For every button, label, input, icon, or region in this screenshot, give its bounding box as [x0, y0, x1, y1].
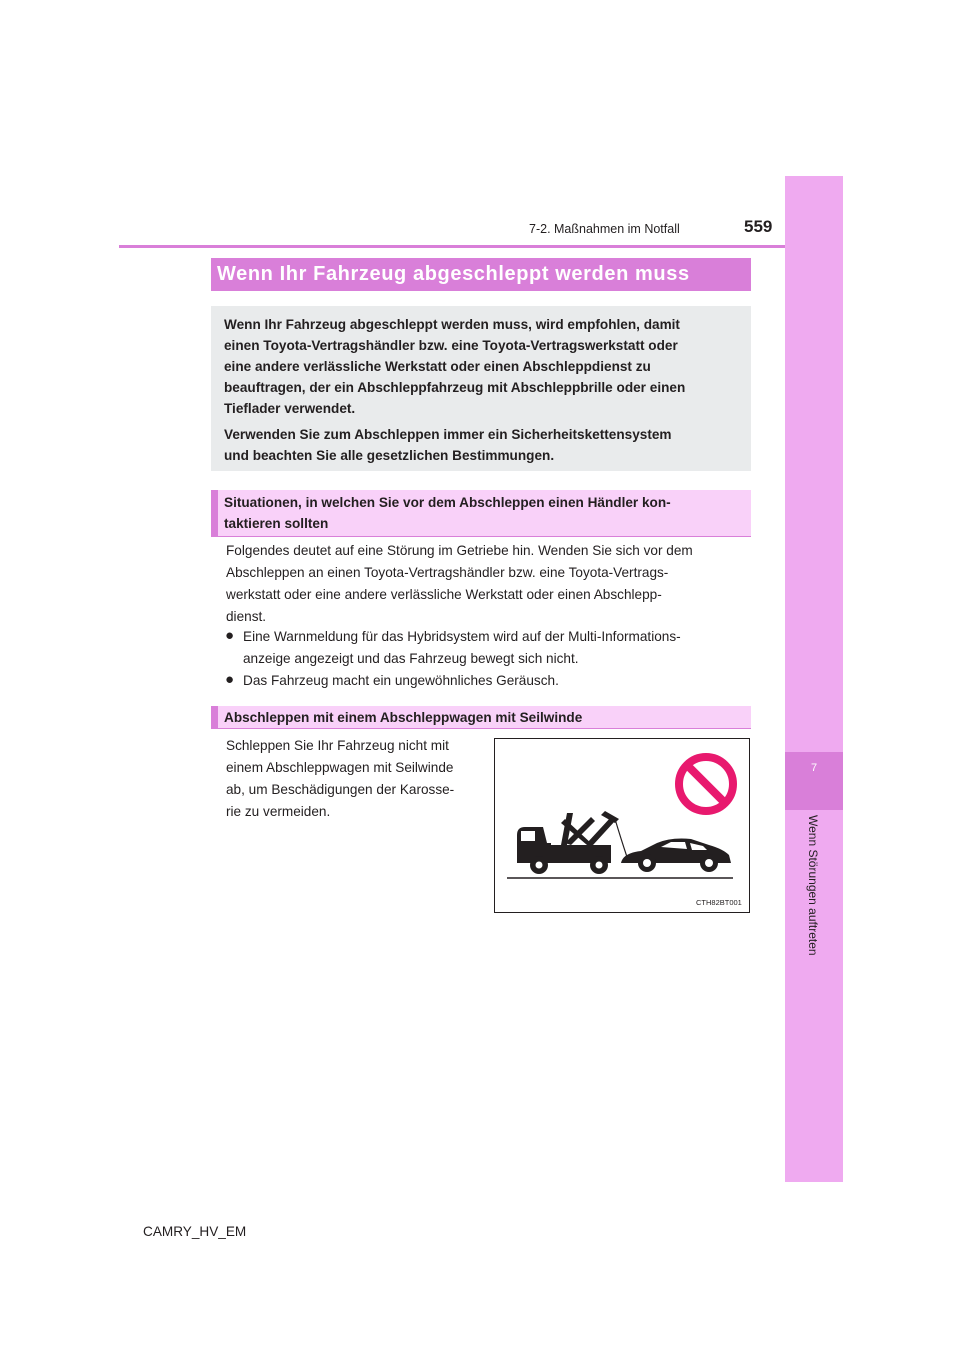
body-line: einem Abschleppwagen mit Seilwinde: [226, 760, 454, 775]
body-line: ab, um Beschädigungen der Karosse-: [226, 782, 455, 797]
page-title: Wenn Ihr Fahrzeug abgeschleppt werden muss: [217, 263, 690, 285]
intro-line: eine andere verlässliche Werkstatt oder einen Abschleppdienst zu: [224, 359, 651, 374]
intro-line: Tieflader verwendet.: [224, 401, 356, 416]
chapter-number: 7: [810, 762, 818, 774]
tow-truck-figure: [494, 738, 750, 913]
bullet-line: anzeige angezeigt und das Fahrzeug bewegt sich nicht.: [243, 651, 579, 666]
intro-line: beauftragen, der ein Abschleppfahrzeug mit Abschleppbrille oder einen: [224, 380, 686, 395]
heading-line: taktieren sollten: [224, 516, 329, 531]
bullet-2-dot: ●: [225, 671, 235, 688]
section-2-heading-rule: [211, 728, 751, 729]
body-line: Abschleppen an einen Toyota-Vertragshändler bzw. eine Toyota-Vertrags-: [226, 565, 669, 580]
intro-line: und beachten Sie alle gesetzlichen Bestimmungen.: [224, 448, 555, 463]
section-1-body: [226, 540, 742, 628]
prohibition-sign-icon: [679, 757, 733, 811]
section-2-body: [226, 735, 479, 823]
header-rule: [119, 245, 785, 248]
section-1-heading-rule: [211, 536, 751, 537]
intro-paragraph-1: [224, 314, 741, 419]
intro-line: einen Toyota-Vertragshändler bzw. eine Toyota-Vertragswerkstatt oder: [224, 338, 678, 353]
tow-truck-illustration: [495, 739, 749, 912]
body-line: werkstatt oder eine andere verlässliche Werkstatt oder einen Abschlepp-: [226, 587, 662, 602]
bullet-1-text: [243, 626, 742, 670]
winch-cable: [615, 819, 627, 857]
section-reference: 7-2. Maßnahmen im Notfall: [529, 222, 680, 236]
chapter-number-tab: [785, 752, 843, 810]
tow-truck-icon: [517, 811, 619, 874]
bullet-2-text: [243, 670, 742, 692]
chapter-title-wrap: [806, 815, 960, 956]
page-number: 559: [744, 217, 773, 236]
body-line: dienst.: [226, 609, 267, 624]
section-2-heading: Abschleppen mit einem Abschleppwagen mit Seilwinde: [224, 710, 583, 725]
intro-paragraph-2: [224, 424, 741, 466]
footer-model-code: CAMRY_HV_EM: [143, 1224, 247, 1239]
body-line: rie zu vermeiden.: [226, 804, 331, 819]
bullet-line: Eine Warnmeldung für das Hybridsystem wird auf der Multi-Informations-: [243, 629, 681, 644]
chapter-side-tab: [785, 176, 843, 1182]
chapter-title: Wenn Störungen auftreten: [806, 815, 820, 956]
intro-line: Wenn Ihr Fahrzeug abgeschleppt werden muss, wird empfohlen, damit: [224, 317, 680, 332]
bullet-line: Das Fahrzeug macht ein ungewöhnliches Geräusch.: [243, 673, 559, 688]
figure-code: CTH82BT001: [696, 898, 742, 907]
section-1-heading: [224, 492, 743, 534]
heading-line: Situationen, in welchen Sie vor dem Abschleppen einen Händler kon-: [224, 495, 671, 510]
bullet-1-dot: ●: [225, 627, 235, 644]
towed-car-icon: [621, 839, 731, 873]
intro-line: Verwenden Sie zum Abschleppen immer ein Sicherheitskettensystem: [224, 427, 672, 442]
body-line: Folgendes deutet auf eine Störung im Getriebe hin. Wenden Sie sich vor dem: [226, 543, 693, 558]
body-line: Schleppen Sie Ihr Fahrzeug nicht mit: [226, 738, 449, 753]
